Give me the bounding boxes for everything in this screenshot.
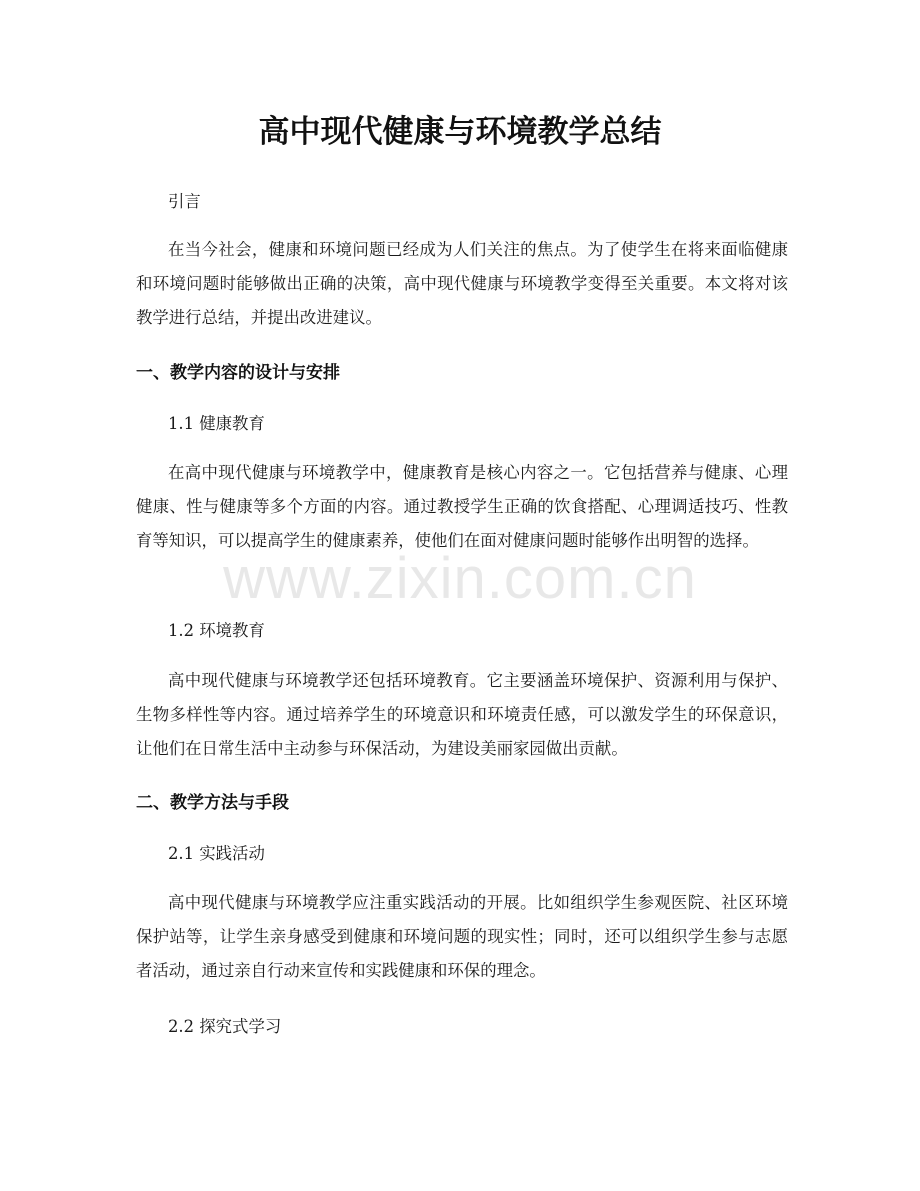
subsection-1-1-paragraph: 在高中现代健康与环境教学中，健康教育是核心内容之一。它包括营养与健康、心理健康、性与健康等多个方面的内容。通过教授学生正确的饮食搭配、心理调适技巧、性教育等知识，可以提高学生的健康素养，使他们在面对健康问题时能够作出明智的选择。 [136,463,788,550]
intro-label: 引言 [168,192,201,211]
subsection-1-1-title: 1.1 健康教育 [168,414,265,433]
section-2-heading: 二、教学方法与手段 [136,793,289,813]
subsection-1-2-paragraph: 高中现代健康与环境教学还包括环境教育。它主要涵盖环境保护、资源利用与保护、生物多样性等内容。通过培养学生的环境意识和环境责任感，可以激发学生的环保意识，让他们在日常生活中主动参与环保活动，为建设美丽家园做出贡献。 [136,671,788,758]
subsection-1-2-title: 1.2 环境教育 [168,621,265,640]
section-1-heading: 一、教学内容的设计与安排 [136,363,340,383]
subsection-2-1-title: 2.1 实践活动 [168,844,265,863]
subsection-2-1-paragraph: 高中现代健康与环境教学应注重实践活动的开展。比如组织学生参观医院、社区环境保护站等，让学生亲身感受到健康和环境问题的现实性；同时，还可以组织学生参与志愿者活动，通过亲自行动来宣传和实践健康和环保的理念。 [136,893,788,980]
subsection-2-2-title: 2.2 探究式学习 [168,1017,282,1036]
intro-paragraph: 在当今社会，健康和环境问题已经成为人们关注的焦点。为了使学生在将来面临健康和环境问题时能够做出正确的决策，高中现代健康与环境教学变得至关重要。本文将对该教学进行总结，并提出改进建议。 [136,240,788,327]
document-title: 高中现代健康与环境教学总结 [258,114,662,150]
watermark: www.zixin.com.cn [223,546,697,611]
